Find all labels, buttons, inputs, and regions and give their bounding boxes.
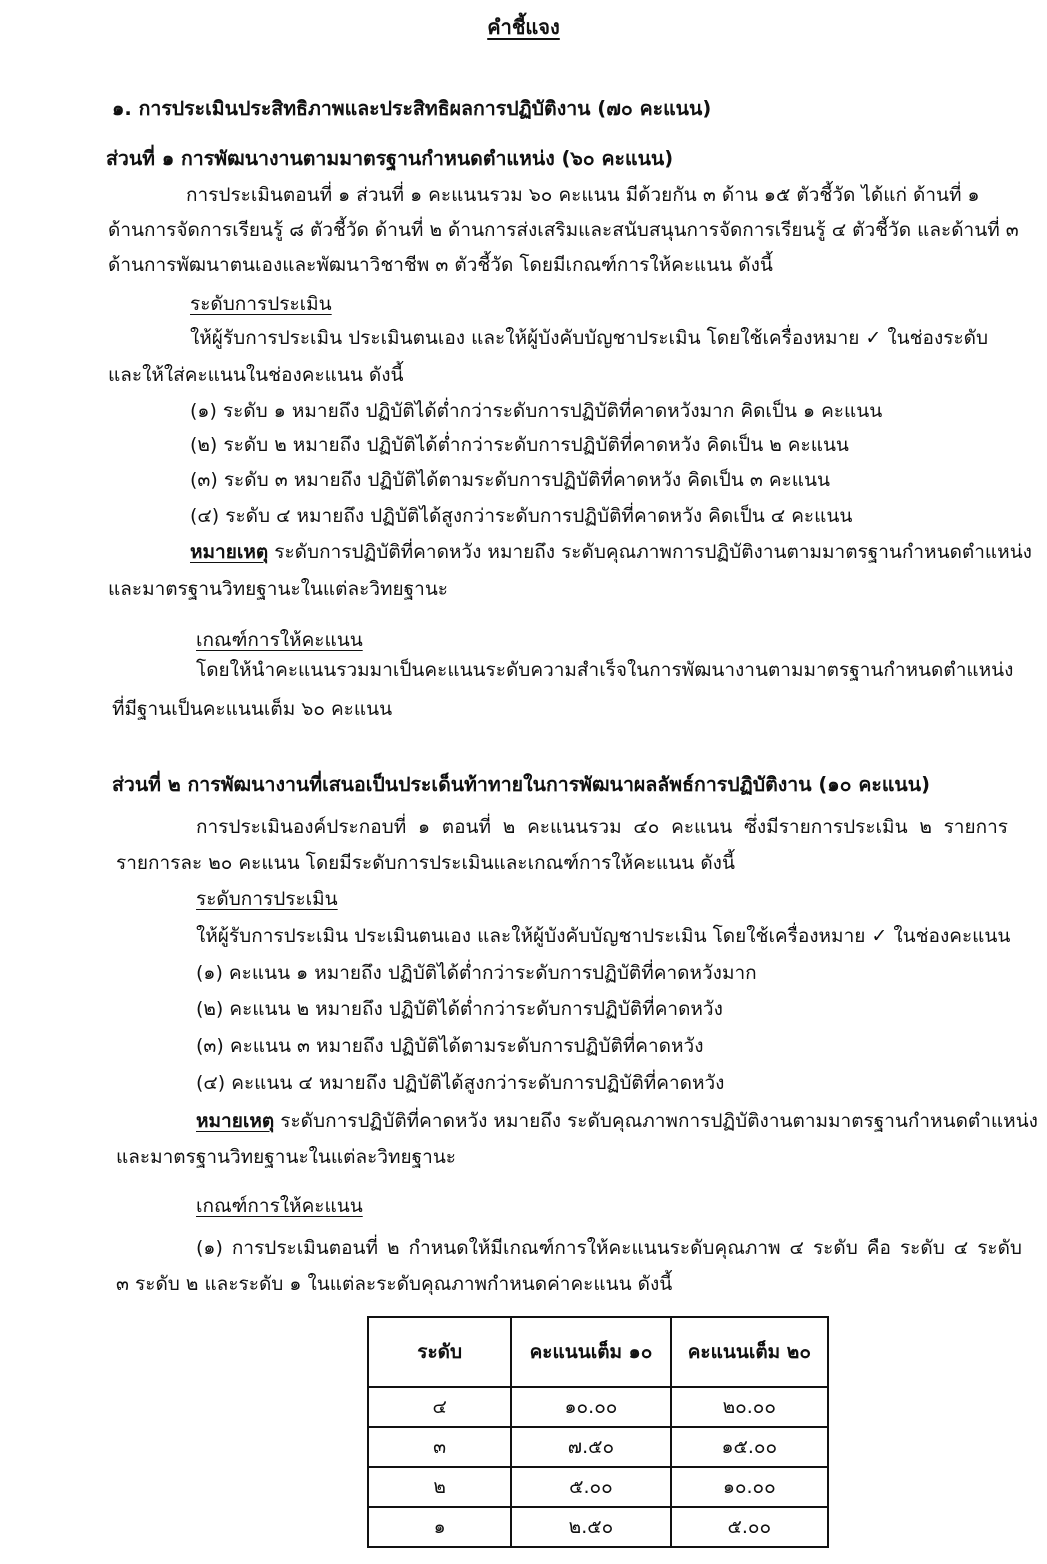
table-row [368,1387,828,1427]
header-full-20: คะแนนเต็ม ๒๐ [671,1317,828,1387]
part2-note [196,1108,1038,1134]
table-row [368,1507,828,1547]
cell-score-10: ๒.๕๐ [511,1507,670,1547]
part1-level-text-line1: ให้ผู้รับการประเมิน ประเมินตนเอง และให้ผู้บังคับบัญชาประเมิน โดยใช้เครื่องหมาย ✓ ในช่องระดับ [190,327,989,349]
part2-intro-line1: การประเมินองค์ประกอบที่ ๑ ตอนที่ ๒ คะแนนรวม ๔๐ คะแนน ซึ่งมีรายการประเมิน ๒ รายการ [196,816,1008,838]
section1-heading: ๑. การประเมินประสิทธิภาพและประสิทธิผลการปฏิบัติงาน (๗๐ คะแนน) [112,97,712,120]
part1-criteria-heading: เกณฑ์การให้คะแนน [196,629,363,651]
cell-score-20: ๑๕.๐๐ [671,1427,828,1467]
cell-score-10: ๕.๐๐ [511,1467,670,1507]
part2-note-cont: และมาตรฐานวิทยฐานะในแต่ละวิทยฐานะ [116,1146,457,1168]
part2-criteria-heading: เกณฑ์การให้คะแนน [196,1195,363,1217]
score-table [367,1316,829,1548]
part1-criteria-line1: โดยให้นำคะแนนรวมมาเป็นคะแนนระดับความสำเร็จในการพัฒนางานตามมาตรฐานกำหนดตำแหน่ง [196,659,1014,681]
part1-intro-line1: การประเมินตอนที่ ๑ ส่วนที่ ๑ คะแนนรวม ๖๐ คะแนน มีด้วยกัน ๓ ด้าน ๑๕ ตัวชี้วัด ได้แก่ ด้านที่ ๑ [186,184,980,206]
score-table-header-row [368,1317,828,1387]
part1-heading: ส่วนที่ ๑ การพัฒนางานตามมาตรฐานกำหนดตำแหน่ง (๖๐ คะแนน) [106,147,674,170]
cell-level: ๔ [368,1387,511,1427]
part2-intro-line2: รายการละ ๒๐ คะแนน โดยมีระดับการประเมินและเกณฑ์การให้คะแนน ดังนี้ [116,852,735,874]
part2-level-heading: ระดับการประเมิน [196,888,338,910]
part1-note-text: ระดับการปฏิบัติที่คาดหวัง หมายถึง ระดับคุณภาพการปฏิบัติงานตามมาตรฐานกำหนดตำแหน่ง [268,541,1032,563]
part1-note-label: หมายเหตุ [190,541,269,563]
part2-level-1: (๑) คะแนน ๑ หมายถึง ปฏิบัติได้ต่ำกว่าระดับการปฏิบัติที่คาดหวังมาก [196,962,757,984]
part2-level-4: (๔) คะแนน ๔ หมายถึง ปฏิบัติได้สูงกว่าระดับการปฏิบัติที่คาดหวัง [196,1072,725,1094]
cell-score-20: ๕.๐๐ [671,1507,828,1547]
part2-criteria-line2: ๓ ระดับ ๒ และระดับ ๑ ในแต่ละระดับคุณภาพกำหนดค่าคะแนน ดังนี้ [116,1273,673,1295]
cell-level: ๒ [368,1467,511,1507]
part2-level-3: (๓) คะแนน ๓ หมายถึง ปฏิบัติได้ตามระดับการปฏิบัติที่คาดหวัง [196,1035,704,1057]
part1-intro-line2: ด้านการจัดการเรียนรู้ ๘ ตัวชี้วัด ด้านที่ ๒ ด้านการส่งเสริมและสนับสนุนการจัดการเรียนรู้ ๔ ตัวชี้วัด และด้านที่ ๓ [108,219,1019,241]
page-title: คำชี้แจง [487,15,560,39]
cell-score-10: ๗.๕๐ [511,1427,670,1467]
part2-level-text: ให้ผู้รับการประเมิน ประเมินตนเอง และให้ผู้บังคับบัญชาประเมิน โดยใช้เครื่องหมาย ✓ ในช่องคะแนน [196,925,1011,947]
header-level: ระดับ [368,1317,511,1387]
cell-score-20: ๒๐.๐๐ [671,1387,828,1427]
part1-level-text-line2: และให้ใส่คะแนนในช่องคะแนน ดังนี้ [108,364,404,386]
cell-score-10: ๑๐.๐๐ [511,1387,670,1427]
cell-score-20: ๑๐.๐๐ [671,1467,828,1507]
part1-level-4: (๔) ระดับ ๔ หมายถึง ปฏิบัติได้สูงกว่าระดับการปฏิบัติที่คาดหวัง คิดเป็น ๔ คะแนน [190,505,853,527]
part2-level-2: (๒) คะแนน ๒ หมายถึง ปฏิบัติได้ต่ำกว่าระดับการปฏิบัติที่คาดหวัง [196,998,723,1020]
part1-criteria-line2: ที่มีฐานเป็นคะแนนเต็ม ๖๐ คะแนน [112,698,393,720]
part2-heading: ส่วนที่ ๒ การพัฒนางานที่เสนอเป็นประเด็นท้าทายในการพัฒนาผลลัพธ์การปฏิบัติงาน (๑๐ คะแนน) [112,773,930,796]
header-full-10: คะแนนเต็ม ๑๐ [511,1317,670,1387]
cell-level: ๓ [368,1427,511,1467]
part1-note [190,539,1032,565]
part1-level-heading: ระดับการประเมิน [190,293,332,315]
table-row [368,1427,828,1467]
part1-intro-line3: ด้านการพัฒนาตนเองและพัฒนาวิชาชีพ ๓ ตัวชี้วัด โดยมีเกณฑ์การให้คะแนน ดังนี้ [108,254,773,276]
part1-note-cont: และมาตรฐานวิทยฐานะในแต่ละวิทยฐานะ [108,578,449,600]
part1-level-2: (๒) ระดับ ๒ หมายถึง ปฏิบัติได้ต่ำกว่าระดับการปฏิบัติที่คาดหวัง คิดเป็น ๒ คะแนน [190,434,849,456]
cell-level: ๑ [368,1507,511,1547]
part2-note-label: หมายเหตุ [196,1110,275,1132]
table-row [368,1467,828,1507]
part1-level-1: (๑) ระดับ ๑ หมายถึง ปฏิบัติได้ต่ำกว่าระดับการปฏิบัติที่คาดหวังมาก คิดเป็น ๑ คะแนน [190,400,883,422]
part1-level-3: (๓) ระดับ ๓ หมายถึง ปฏิบัติได้ตามระดับการปฏิบัติที่คาดหวัง คิดเป็น ๓ คะแนน [190,469,830,491]
part2-criteria-line1: (๑) การประเมินตอนที่ ๒ กำหนดให้มีเกณฑ์การให้คะแนนระดับคุณภาพ ๔ ระดับ คือ ระดับ ๔ ระดับ [196,1237,1022,1259]
part2-note-text: ระดับการปฏิบัติที่คาดหวัง หมายถึง ระดับคุณภาพการปฏิบัติงานตามมาตรฐานกำหนดตำแหน่ง [274,1110,1038,1132]
